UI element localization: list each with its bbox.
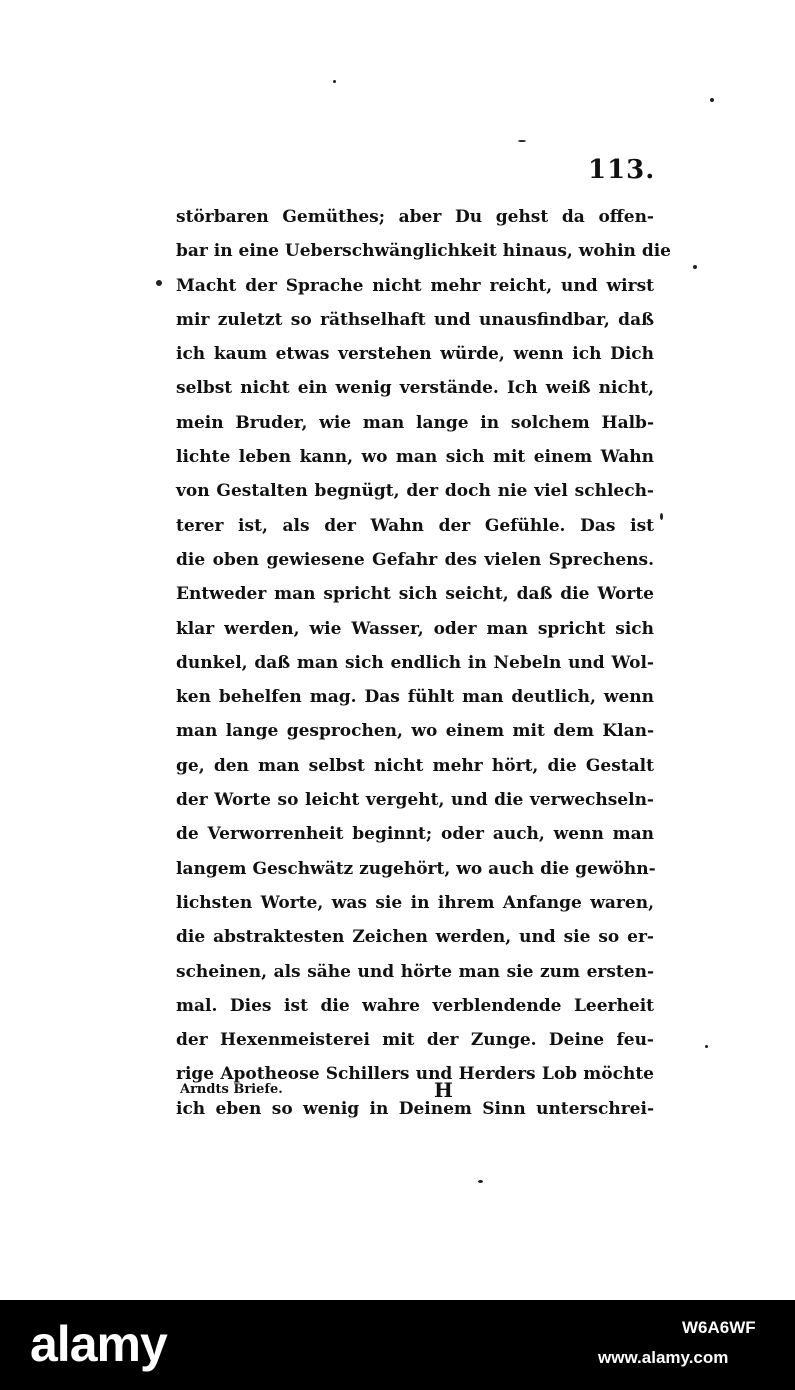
text-line: Entweder man spricht sich seicht, daß die Worte (176, 584, 654, 605)
text-line: bar in eine Ueberschwänglichkeit hinaus, wohin die (176, 241, 672, 262)
scan-speck (333, 80, 336, 83)
text-line: lichte leben kann, wo man sich mit einem Wahn (176, 447, 654, 468)
text-line: mir zuletzt so räthselhaft und unausfindbar, daß (176, 309, 654, 330)
text-line: die oben gewiesene Gefahr des vielen Sprechens. (176, 549, 654, 570)
text-line: ge, den man selbst nicht mehr hört, die Gestalt (176, 755, 654, 776)
text-line: ken behelfen mag. Das fühlt man deutlich, wenn (176, 687, 654, 708)
page-number: 113. (588, 155, 656, 185)
image-id: W6A6WF (682, 1318, 756, 1337)
text-line: terer ist, als der Wahn der Gefühle. Das ist (176, 515, 654, 536)
text-line: ich eben so wenig in Deinem Sinn unterschrei- (176, 1098, 654, 1119)
body-text (176, 200, 672, 1126)
signature-mark: H (434, 1078, 453, 1102)
watermark-banner (0, 1300, 795, 1390)
site-url: www.alamy.com (598, 1348, 729, 1367)
text-line: lichsten Worte, was sie in ihrem Anfange waren, (176, 892, 654, 913)
text-line: dunkel, daß man sich endlich in Nebeln und Wol- (176, 652, 654, 673)
scan-speck (156, 280, 162, 286)
text-line: mal. Dies ist die wahre verblendende Leerheit (176, 995, 654, 1016)
scan-speck (660, 513, 663, 520)
text-line: die abstraktesten Zeichen werden, und sie so er- (176, 927, 654, 948)
text-line: der Hexenmeisterei mit der Zunge. Deine feu- (176, 1030, 654, 1051)
scan-speck (518, 140, 526, 142)
text-line: ich kaum etwas verstehen würde, wenn ich Dich (176, 344, 654, 365)
text-line: klar werden, wie Wasser, oder man spricht sich (176, 618, 654, 639)
text-line: störbaren Gemüthes; aber Du gehst da offen- (176, 207, 654, 227)
signature-line: Arndts Briefe. (180, 1082, 283, 1097)
scan-speck (705, 1045, 708, 1048)
text-line: rige Apotheose Schillers und Herders Lob möchte (176, 1064, 654, 1085)
text-line: von Gestalten begnügt, der doch nie viel schlech- (176, 481, 654, 502)
text-line: Macht der Sprache nicht mehr reicht, und wirst (176, 275, 654, 296)
alamy-logo: alamy (30, 1316, 167, 1372)
scan-speck (478, 1180, 483, 1183)
text-line: de Verworrenheit beginnt; oder auch, wenn man (176, 824, 654, 845)
text-line: man lange gesprochen, wo einem mit dem Klan- (176, 721, 654, 742)
text-line: selbst nicht ein wenig verstände. Ich weiß nicht, (176, 378, 654, 399)
text-line: der Worte so leicht vergeht, und die verwechseln- (176, 790, 654, 811)
text-line: scheinen, als sähe und hörte man sie zum ersten- (176, 961, 654, 982)
scan-speck (693, 265, 697, 269)
text-line: mein Bruder, wie man lange in solchem Halb- (176, 412, 654, 433)
scan-speck (710, 98, 714, 102)
text-line: langem Geschwätz zugehört, wo auch die gewöhn- (176, 858, 656, 879)
